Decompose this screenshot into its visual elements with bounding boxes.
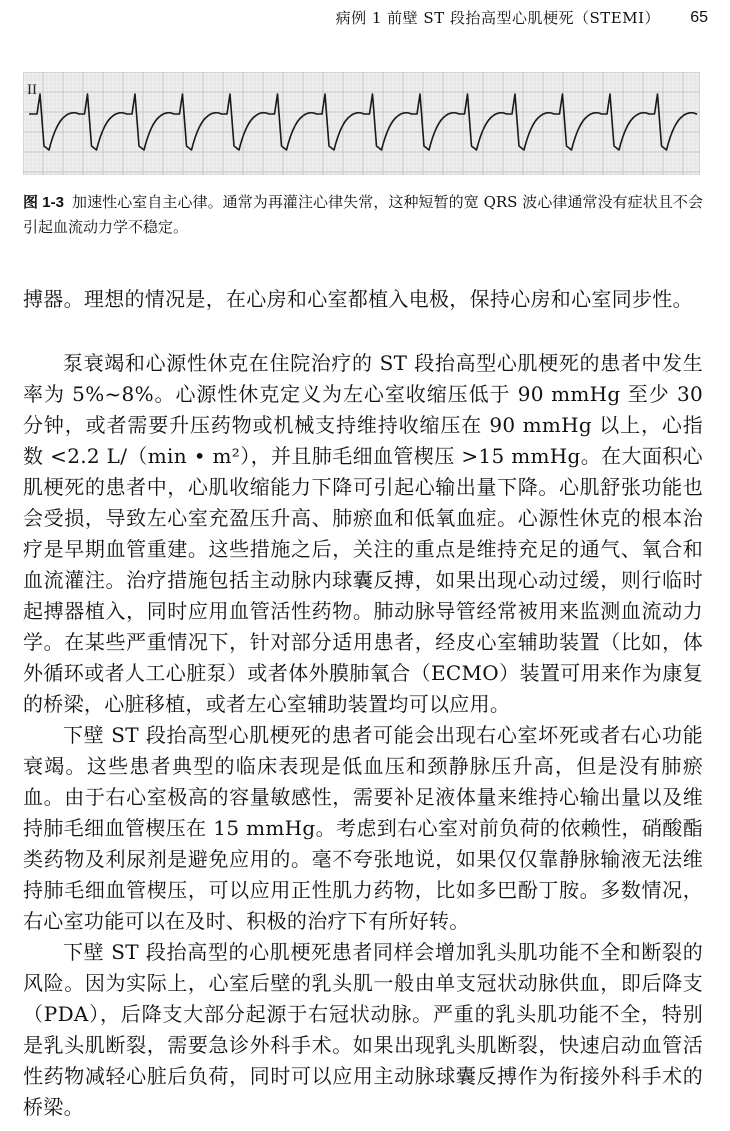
paragraph-cardiogenic-shock: 泵衰竭和心源性休克在住院治疗的 ST 段抬高型心肌梗死的患者中发生率为 5%~8%。心源性休克定义为左心室收缩压低于 90 mmHg 至少 30 分钟，或者需要升压药物或机械支持维持收缩压在 90 mmHg 以上，心指数 <2.2 L/（min • m²），并且肺毛细血管楔压 >15 mmHg。在大面积心肌梗死的患者中，心肌收缩能力下降可引起心输出量下降。心肌舒张功能也会受损，导致左心室充盈压升高、肺瘀血和低氧血症。心源性休克的根本治疗是早期血管重建。这些措施之后，关注的重点是维持充足的通气、氧合和血流灌注。治疗措施包括主动脉内球囊反搏，如果出现心动过缓，则行临时起搏器植入，同时应用血管活性药物。肺动脉导管经常被用来监测血流动力学。在某些严重情况下，针对部分适用患者，经皮心室辅助装置（比如，体外循环或者人工心脏泵）或者体外膜肺氧合（ECMO）装置可用来作为康复的桥梁，心脏移植，或者左心室辅助装置均可以应用。 xyxy=(23,351,703,716)
running-head-title: 病例 1 前壁 ST 段抬高型心肌梗死（STEMI） xyxy=(335,9,660,27)
paragraph-right-ventricle: 下壁 ST 段抬高型心肌梗死的患者可能会出现右心室坏死或者右心功能衰竭。这些患者典型的临床表现是低血压和颈静脉压升高，但是没有肺瘀血。由于右心室极高的容量敏感性，需要补足液体量来维持心输出量以及维持肺毛细血管楔压在 15 mmHg。考虑到右心室对前负荷的依赖性，硝酸酯类药物及利尿剂是避免应用的。毫不夸张地说，如果仅仅靠静脉输液无法维持肺毛细血管楔压，可以应用正性肌力药物，比如多巴酚丁胺。多数情况，右心室功能可以在及时、积极的治疗下有所好转。 xyxy=(23,723,703,933)
figure-label: 图 1-3 xyxy=(23,194,64,211)
page-number: 65 xyxy=(690,9,708,26)
ecg-figure xyxy=(23,72,700,175)
running-head xyxy=(0,6,722,30)
body-text xyxy=(23,284,703,1123)
figure-caption-text: 加速性心室自主心律。通常为再灌注心律失常，这种短暂的宽 QRS 波心律通常没有症状且不会引起血流动力学不稳定。 xyxy=(23,193,703,236)
paragraph-papillary-muscle: 下壁 ST 段抬高型的心肌梗死患者同样会增加乳头肌功能不全和断裂的风险。因为实际上，心室后壁的乳头肌一般由单支冠状动脉供血，即后降支（PDA），后降支大部分起源于右冠状动脉。严重的乳头肌功能不全，特别是乳头肌断裂，需要急诊外科手术。如果出现乳头肌断裂，快速启动血管活性药物减轻心脏后负荷，同时可以应用主动脉球囊反搏作为衔接外科手术的桥梁。 xyxy=(23,940,703,1119)
figure-caption xyxy=(23,190,703,239)
paragraph-continuation: 搏器。理想的情况是，在心房和心室都植入电极，保持心房和心室同步性。 xyxy=(23,287,693,311)
ecg-rhythm-strip xyxy=(23,72,700,175)
ecg-lead-label: II xyxy=(27,82,37,98)
